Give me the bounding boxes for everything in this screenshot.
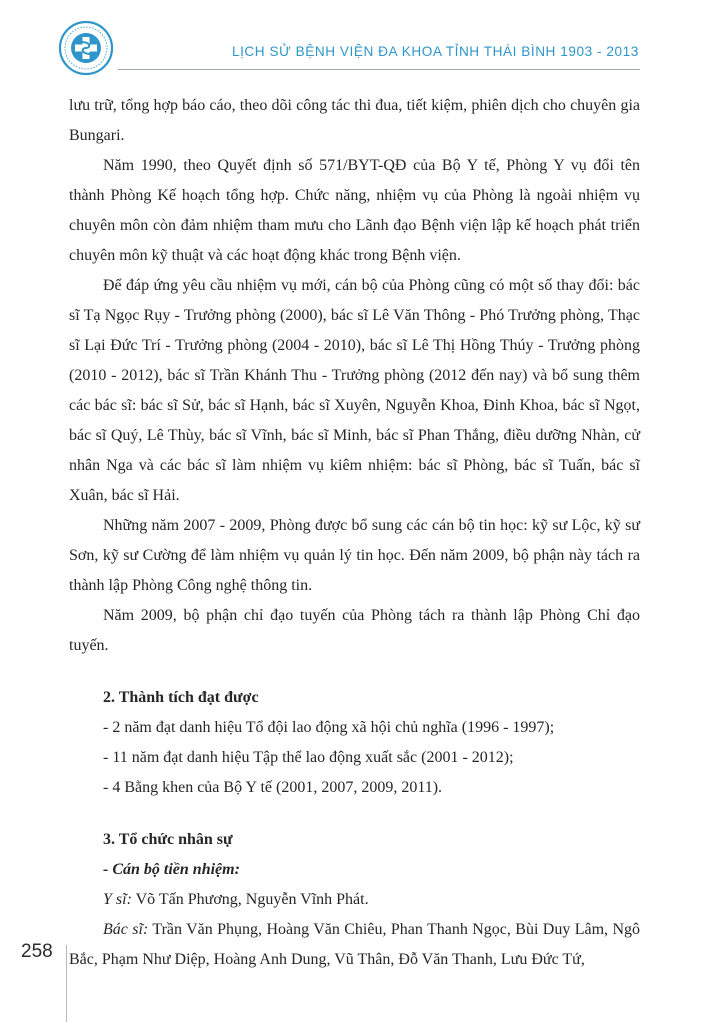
achievement-item: - 2 năm đạt danh hiệu Tổ đội lao động xã hội chủ nghĩa (1996 - 1997); <box>103 719 555 736</box>
paragraph: Năm 1990, theo Quyết định số 571/BYT-QĐ của Bộ Y tế, Phòng Y vụ đổi tên thành Phòng Kế hoạch tổng hợp. Chức năng, nhiệm vụ của Phòng là ngoài nhiệm vụ chuyên môn còn đảm nhiệm tham mưu cho Lãnh đạo Bệnh viện lập kế hoạch phát triển chuyên môn kỹ thuật và các hoạt động khác trong Bệnh viện. <box>69 157 640 264</box>
staff-line-bacsi <box>69 915 640 975</box>
staff-line-ysi <box>69 885 640 915</box>
page-number-divider <box>66 945 67 1022</box>
achievement-item: - 4 Bằng khen của Bộ Y tế (2001, 2007, 2009, 2011). <box>103 779 443 796</box>
staff-label-ysi: Y sĩ: <box>103 891 132 908</box>
staff-names-bacsi: Trần Văn Phụng, Hoàng Văn Chiêu, Phan Thanh Ngọc, Bùi Duy Lâm, Ngô Bắc, Phạm Như Diệp, Hoàng Anh Dung, Vũ Thân, Đỗ Văn Thanh, Lưu Đức Tứ, <box>69 921 640 968</box>
page-number: 258 <box>21 941 53 962</box>
subsection-heading-former-staff: - Cán bộ tiền nhiệm: <box>103 861 240 878</box>
page-body <box>69 91 640 975</box>
paragraph: lưu trữ, tổng hợp báo cáo, theo dõi công tác thi đua, tiết kiệm, phiên dịch cho chuyên gia Bungari. <box>69 97 640 144</box>
staff-names-ysi: Võ Tấn Phương, Nguyễn Vĩnh Phát. <box>131 891 369 908</box>
staff-label-bacsi: Bác sĩ: <box>103 921 149 938</box>
paragraph: Năm 2009, bộ phận chỉ đạo tuyến của Phòng tách ra thành lập Phòng Chỉ đạo tuyến. <box>69 607 640 654</box>
hospital-emblem-icon <box>58 20 114 76</box>
achievement-item: - 11 năm đạt danh hiệu Tập thể lao động xuất sắc (2001 - 2012); <box>103 749 514 766</box>
section-heading-achievements: 2. Thành tích đạt được <box>103 689 259 706</box>
paragraph: Những năm 2007 - 2009, Phòng được bổ sung các cán bộ tin học: kỹ sư Lộc, kỹ sư Sơn, kỹ sư Cường để làm nhiệm vụ quản lý tin học. Đến năm 2009, bộ phận này tách ra thành lập Phòng Công nghệ thông tin. <box>69 517 640 594</box>
header-divider <box>118 69 640 70</box>
paragraph: Để đáp ứng yêu cầu nhiệm vụ mới, cán bộ của Phòng cũng có một số thay đổi: bác sĩ Tạ Ngọc Rụy - Trưởng phòng (2000), bác sĩ Lê Văn Thông - Phó Trưởng phòng, Thạc sĩ Lại Đức Trí - Trưởng phòng (2004 - 2010), bác sĩ Lê Thị Hồng Thúy - Trưởng phòng (2010 - 2012), bác sĩ Trần Khánh Thu - Trưởng phòng (2012 đến nay) và bổ sung thêm các bác sĩ: bác sĩ Sử, bác sĩ Hạnh, bác sĩ Xuyên, Nguyễn Khoa, Đinh Khoa, bác sĩ Ngọt, bác sĩ Quý, Lê Thùy, bác sĩ Vĩnh, bác sĩ Minh, bác sĩ Phan Thắng, điều dưỡng Nhàn, cử nhân Nga và các bác sĩ làm nhiệm vụ kiêm nhiệm: bác sĩ Phòng, bác sĩ Tuấn, bác sĩ Xuân, bác sĩ Hải. <box>69 277 640 504</box>
section-heading-personnel: 3. Tổ chức nhân sự <box>103 831 233 848</box>
running-header-title: LỊCH SỬ BỆNH VIỆN ĐA KHOA TỈNH THÁI BÌNH 1903 - 2013 <box>232 44 639 59</box>
